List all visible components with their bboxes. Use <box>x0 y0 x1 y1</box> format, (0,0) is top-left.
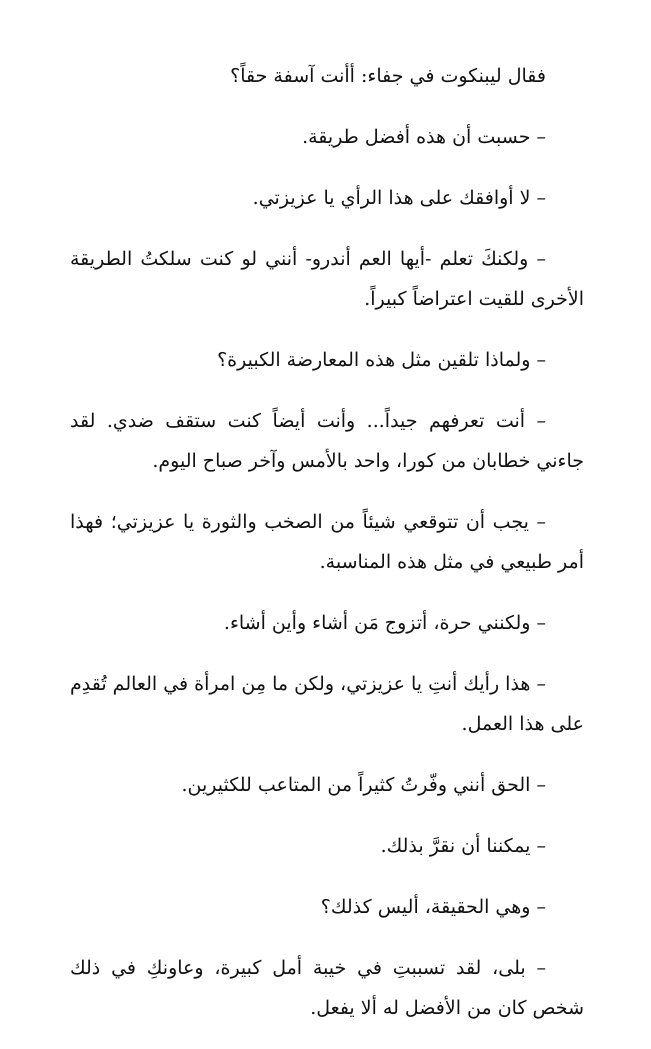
paragraph: – بلى، لقد تسببتِ في خيبة أمل كبيرة، وعاونكِ في ذلك شخص كان من الأفضل له ألا يفعل. <box>70 957 584 1019</box>
paragraph: – وهي الحقيقة، أليس كذلك؟ <box>320 896 546 918</box>
paragraph: – ولكنني حرة، أتزوج مَن أشاء وأين أشاء. <box>223 612 546 634</box>
document-body <box>70 56 584 1049</box>
paragraph: – ولماذا تلقين مثل هذه المعارضة الكبيرة؟ <box>217 349 546 371</box>
paragraph: فقال ليبنكوت في جفاء: أأنت آسفة حقاً؟ <box>230 65 546 87</box>
paragraph: – ولكنكَ تعلم -أيها العم أندرو- أنني لو كنت سلكتُ الطريقة الأخرى للقيت اعتراضاً كبيراً. <box>70 248 584 310</box>
paragraph: – يمكننا أن نقرَّ بذلك. <box>380 835 546 857</box>
paragraph: – أنت تعرفهم جيداً... وأنت أيضاً كنت ستقف ضدي. لقد جاءني خطابان من كورا، واحد بالأمس وآخر صباح اليوم. <box>70 410 584 472</box>
paragraph: – الحق أنني وفّرتُ كثيراً من المتاعب للكثيرين. <box>181 774 546 796</box>
paragraph: – حسبت أن هذه أفضل طريقة. <box>302 126 546 148</box>
paragraph: – لا أوافقك على هذا الرأي يا عزيزتي. <box>252 187 546 209</box>
paragraph: – يجب أن تتوقعي شيئاً من الصخب والثورة يا عزيزتي؛ فهذا أمر طبيعي في مثل هذه المناسبة. <box>70 511 584 573</box>
paragraph: – هذا رأيك أنتِ يا عزيزتي، ولكن ما مِن امرأة في العالم تُقدِم على هذا العمل. <box>70 673 584 735</box>
